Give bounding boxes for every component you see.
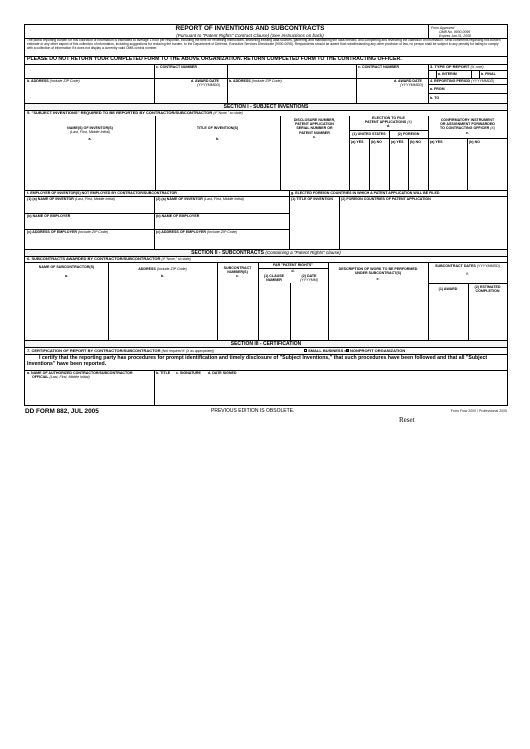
f2-employer-name-field[interactable]: [155, 218, 288, 228]
clause-dates-field[interactable]: [291, 293, 327, 339]
inventor-names-header: NAME(S) OF INVENTOR(S) (Last, First, Middle Initial) a.: [67, 126, 113, 142]
foreign-no-label: (b) NO: [410, 140, 421, 144]
foreign-no-checkbox[interactable]: [409, 145, 427, 189]
type-of-report-label: 3. TYPE OF REPORT (X one): [430, 64, 484, 69]
far-patent-rights-letter: d.: [291, 269, 295, 273]
official-title-field[interactable]: [155, 376, 175, 404]
reporting-period-label: 4. REPORTING PERIOD (YYYYMMDD): [430, 79, 495, 83]
subcontractor-names-header: NAME OF SUBCONTRACTOR(S) a.: [38, 265, 95, 279]
nonprofit-checkbox[interactable]: [346, 349, 349, 352]
g1-title-label: (1) TITLE OF INVENTION: [291, 197, 333, 201]
f1-employer-address-field[interactable]: [26, 234, 153, 248]
foreign-yes-label: (a) YES: [391, 140, 404, 144]
burden-statement: The public reporting burden for this collection of information is estimated to average 1 hour per response, including the time for reviewing instructions, searching existing data sources, gathering and maintaining the data needed, and completing and reviewing the collection of information. Send comments regarding this burden estimate or any other aspect of this collection of information, including suggestions for reducing the burden, to the Department of Defense, Executive Services Directorate (9000-0095). Respondents should be aware that notwithstanding any other provision of law, no person shall be subject to any penalty for failing to comply with a collection of information if it does not display a currently valid OMB control number.: [27, 38, 501, 50]
subcontract-numbers-header: SUBCONTRACT NUMBER(S) c.: [223, 266, 252, 279]
contractor-contract-number-field[interactable]: [156, 69, 225, 78]
f2-employer-name-label: (b) NAME OF EMPLOYER: [156, 214, 200, 218]
us-no-label: (b) NO: [371, 140, 382, 144]
completion-dates-field[interactable]: [469, 293, 506, 339]
confirm-yes-label: (a) YES: [430, 140, 443, 144]
certification-statement: I certify that the reporting party has procedures for prompt identification and timely disclosure of "Subject Inventions," that such procedures have been followed and that all "Subject Inventions" have been reported.: [27, 355, 488, 368]
official-name-label: a. NAME OF AUTHORIZED CONTRACTOR/SUBCONTRACTOR OFFICIAL (Last, First, Middle Initial): [27, 371, 133, 380]
invention-titles-header: TITLE OF INVENTION(S) b.: [196, 126, 239, 142]
g1-title-field[interactable]: [290, 201, 338, 248]
clause-date-header: (2) DATE (YYYYMM): [300, 274, 318, 283]
subcontractor-award-date-field[interactable]: [358, 87, 426, 102]
disclosure-number-header: DISCLOSURE NUMBER, PATENT APPLICATION SERIAL NUMBER OR PATENT NUMBER c.: [293, 118, 336, 139]
f1-employer-address-label: (c) ADDRESS OF EMPLOYER (Include ZIP Code): [27, 230, 109, 234]
period-from-field[interactable]: [445, 85, 505, 93]
f1-inventor-name-field[interactable]: [26, 201, 153, 212]
contractor-name-field[interactable]: [26, 65, 153, 78]
foreign-yes-checkbox[interactable]: [390, 145, 407, 189]
interim-checkbox[interactable]: [429, 71, 435, 77]
official-name-field[interactable]: [26, 380, 153, 404]
g2-countries-field[interactable]: [340, 201, 506, 248]
period-to-field[interactable]: [445, 94, 505, 102]
form-approved-label: Form Approved: [431, 26, 455, 30]
far-patent-rights-header: FAR "PATENT RIGHTS": [272, 263, 313, 267]
foreign-header: (2) FOREIGN: [397, 132, 420, 136]
item-6-label: 6. SUBCONTRACTS AWARDED BY CONTRACTOR/SUBCONTRACTOR (If "None," so state): [27, 256, 191, 261]
contractor-award-date-field[interactable]: [156, 87, 225, 102]
section-3-title: SECTION III - CERTIFICATION: [230, 340, 302, 347]
interim-label: a. INTERIM: [438, 72, 457, 76]
form-title: REPORT OF INVENTIONS AND SUBCONTRACTS: [175, 25, 325, 32]
final-label: b. FINAL: [481, 72, 496, 76]
subcontractor-name-field[interactable]: [228, 65, 355, 78]
f1-employer-name-field[interactable]: [26, 218, 153, 228]
software-credit: Form Flow 2000 / Professional 2005: [450, 409, 507, 413]
confirm-no-checkbox[interactable]: [468, 145, 506, 189]
inventor-names-field[interactable]: [26, 145, 154, 189]
date-signed-label: d. DATE SIGNED: [208, 371, 237, 375]
return-warning: PLEASE DO NOT RETURN YOUR COMPLETED FORM TO THE ABOVE ORGANIZATION. RETURN COMPLETED FORM TO THE CONTRACTING OFFICER.: [27, 56, 402, 62]
confirm-yes-checkbox[interactable]: [429, 145, 466, 189]
small-business-label: SMALL BUSINESS or: [308, 347, 349, 353]
f2-employer-address-label: (c) ADDRESS OF EMPLOYER (Include ZIP Code): [156, 230, 238, 234]
signature-label: c. SIGNATURE: [176, 371, 201, 375]
f1-inventor-name-label: (1) (a) NAME OF INVENTOR (Last, First, Middle Initial): [27, 197, 115, 201]
small-business-checkbox[interactable]: [304, 349, 307, 352]
signature-field[interactable]: [176, 376, 207, 404]
us-header: (1) UNITED STATES: [352, 132, 386, 136]
contractor-award-date-format: (YYYYMMDD): [197, 83, 221, 87]
g2-countries-label: (2) FOREIGN COUNTRIES OF PATENT APPLICATION: [341, 197, 431, 201]
subcontract-dates-header: SUBCONTRACT DATES (YYYYMMDD) f.: [435, 264, 500, 277]
work-description-header: DESCRIPTION OF WORK TO BE PERFORMED UNDER SUBCONTRACT(S) e.: [338, 267, 418, 282]
item-f-label: f. EMPLOYER OF INVENTOR(S) NOT EMPLOYED BY CONTRACTOR/SUBCONTRACTOR: [27, 191, 177, 195]
us-no-checkbox[interactable]: [370, 145, 388, 189]
contractor-address-field[interactable]: [26, 83, 153, 102]
subcontractor-address-label: b. ADDRESS (Include ZIP Code): [229, 79, 282, 83]
subcontractor-names-field[interactable]: [26, 293, 107, 339]
subcontractor-award-date-format: (YYYYMMDD): [400, 83, 424, 87]
form-subtitle: (Pursuant to "Patent Rights" Contract Clause) (See Instructions on back): [176, 33, 324, 38]
expiry-date: Expires Jan 31, 2008: [439, 34, 471, 38]
f2-inventor-name-label: (2) (a) NAME OF INVENTOR (Last, First, Middle Initial): [156, 197, 244, 201]
award-dates-field[interactable]: [429, 293, 467, 339]
election-to-file-header: ELECTION TO FILE PATENT APPLICATIONS (X) d.: [365, 116, 412, 129]
confirm-no-label: (b) NO: [469, 140, 480, 144]
work-description-field[interactable]: [329, 293, 427, 339]
confirmatory-instrument-header: CONFIRMATORY INSTRUMENT OR ASSIGNMENT FORWARDED TO CONTRACTING OFFICER (X) e.: [439, 118, 496, 135]
subcontractor-addresses-field[interactable]: [109, 293, 216, 339]
obsolete-notice: PREVIOUS EDITION IS OBSOLETE.: [211, 408, 295, 414]
subcontractor-address-header: ADDRESS (Include ZIP Code) b.: [138, 267, 187, 279]
section-2-title: SECTION II - SUBCONTRACTS (Containing a "Patent Rights" clause): [191, 249, 341, 256]
subcontract-numbers-field[interactable]: [218, 293, 257, 339]
clause-number-header: (1) CLAUSE NUMBER: [263, 274, 285, 283]
invention-titles-field[interactable]: [156, 145, 279, 189]
period-from-label: a. FROM: [430, 87, 445, 91]
f1-employer-name-label: (b) NAME OF EMPLOYER: [27, 214, 71, 218]
date-signed-field[interactable]: [208, 376, 268, 404]
f2-inventor-name-field[interactable]: [155, 201, 288, 212]
estimated-completion-header: (2) ESTIMATED COMPLETION: [474, 285, 501, 294]
omb-number: OMB No. 9000-0095: [439, 30, 471, 34]
period-to-label: b. TO: [430, 96, 440, 100]
award-date-header: (1) AWARD: [438, 287, 458, 291]
form-number: DD FORM 882, JUL 2005: [25, 408, 99, 415]
final-checkbox[interactable]: [472, 71, 478, 77]
contract-number-label-1: c. CONTRACT NUMBER: [156, 65, 197, 69]
us-yes-checkbox[interactable]: [350, 145, 368, 189]
clause-numbers-field[interactable]: [259, 293, 289, 339]
subcontractor-contract-number-field[interactable]: [358, 69, 426, 78]
f2-employer-address-field[interactable]: [155, 234, 288, 248]
subcontractor-address-field[interactable]: [228, 83, 355, 102]
us-yes-label: (a) YES: [351, 140, 364, 144]
reset-button[interactable]: Reset: [399, 416, 415, 424]
disclosure-number-field[interactable]: [281, 145, 348, 189]
nonprofit-label: NONPROFIT ORGANIZATION: [350, 347, 406, 353]
contract-number-label-2: c. CONTRACT NUMBER: [358, 65, 399, 69]
item-5-label: 5. "SUBJECT INVENTIONS" REQUIRED TO BE REPORTED BY CONTRACTOR/SUBCONTRACTOR (If "None," so state): [27, 110, 243, 115]
item-7-label: 7. CERTIFICATION OF REPORT BY CONTRACTOR/SUBCONTRACTOR (Not required if: (X as appropriate)): [27, 347, 215, 353]
contractor-address-label: b. ADDRESS (Include ZIP Code): [27, 79, 80, 83]
official-title-label: b. TITLE: [156, 371, 171, 375]
contractor-award-date-label: d. AWARD DATE: [191, 79, 219, 83]
subcontractor-award-date-label: d. AWARD DATE: [394, 79, 422, 83]
item-g-label: g. ELECTED FOREIGN COUNTRIES IN WHICH A PATENT APPLICATION WILL BE FILED: [291, 191, 440, 195]
report-form: [24, 24, 508, 406]
section-1-title: SECTION I - SUBJECT INVENTIONS: [223, 103, 309, 110]
